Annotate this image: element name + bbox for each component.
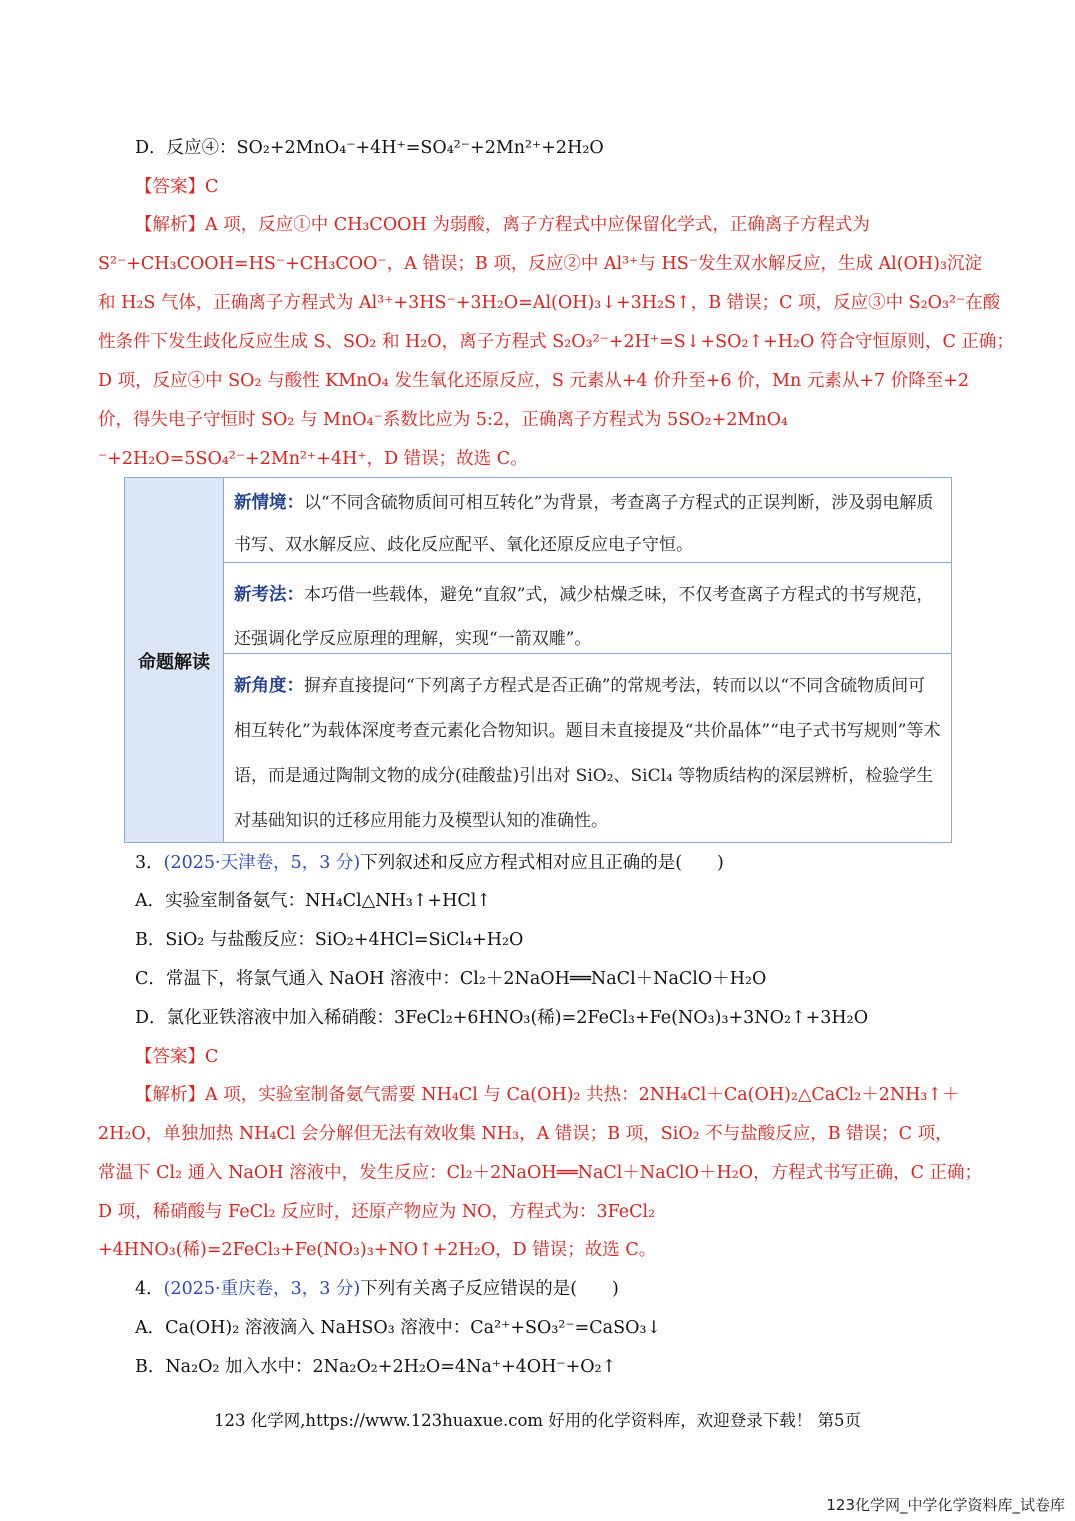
q2-analysis-line: 和 H₂S 气体，正确离子方程式为 Al³⁺+3HS⁻+3H₂O=Al(OH)₃↓+3H₂S↑，B 错误；C 项，反应③中 S₂O₃²⁻在酸: [98, 293, 1001, 313]
q3-analysis-line: D 项，稀硝酸与 FeCl₂ 反应时，还原产物应为 NO，方程式为：3FeCl₂: [98, 1202, 656, 1222]
q3-source: (2025·天津卷，5，3 分): [163, 853, 361, 873]
q2-option-d: D．反应④：SO₂+2MnO₄⁻+4H⁺=SO₄²⁻+2Mn²⁺+2H₂O: [135, 138, 604, 158]
q2-analysis-line: 性条件下发生歧化反应生成 S、SO₂ 和 H₂O，离子方程式 S₂O₃²⁻+2H⁺=S↓+SO₂↑+H₂O 符合守恒原则，C 正确；: [98, 332, 1014, 352]
q3-option: C．常温下，将氯气通入 NaOH 溶液中：Cl₂＋2NaOH══NaCl＋NaClO＋H₂O: [135, 969, 767, 989]
q3-option: B．SiO₂ 与盐酸反应：SiO₂+4HCl=SiCl₄+H₂O: [135, 930, 524, 950]
interpretation-label: 命题解读: [138, 652, 210, 673]
q3-analysis-line: +4HNO₃(稀)=2FeCl₃+Fe(NO₃)₃+NO↑+2H₂O，D 错误；故选 C。: [98, 1240, 657, 1260]
q3-analysis-line: 【解析】A 项，实验室制备氨气需要 NH₄Cl 与 Ca(OH)₂ 共热：2NH₄Cl＋Ca(OH)₂△CaCl₂＋2NH₃↑＋: [135, 1085, 960, 1105]
q3-option: D．氯化亚铁溶液中加入稀硝酸：3FeCl₂+6HNO₃(稀)=2FeCl₃+Fe(NO₃)₃+3NO₂↑+3H₂O: [135, 1008, 869, 1028]
q2-answer: 【答案】C: [135, 177, 219, 197]
q4-stem-line: [135, 1277, 987, 1301]
row-text: 以“不同含硫物质间可相互转化”为背景，考查离子方程式的正误判断，涉及弱电解质书写、双水解反应、歧化反应配平、氧化还原反应电子守恒。: [234, 493, 934, 555]
q4-option: A．Ca(OH)₂ 溶液滴入 NaHSO₃ 溶液中：Ca²⁺+SO₃²⁻=CaSO₃↓: [135, 1318, 662, 1338]
interpretation-row: [224, 660, 951, 836]
q3-option: A．实验室制备氨气：NH₄Cl△NH₃↑+HCl↑: [135, 891, 491, 911]
q2-analysis-line: ⁻+2H₂O=5SO₄²⁻+2Mn²⁺+4H⁺，D 错误；故选 C。: [98, 449, 528, 469]
q3-stem: 下列叙述和反应方程式相对应且正确的是( ): [360, 853, 724, 873]
row-heading: 新情境：: [234, 493, 304, 513]
q2-analysis-line: 价，得失电子守恒时 SO₂ 与 MnO₄⁻系数比应为 5:2，正确离子方程式为 5SO₂+2MnO₄: [98, 410, 788, 430]
row-heading: 新考法：: [234, 585, 304, 605]
q4-option: B．Na₂O₂ 加入水中：2Na₂O₂+2H₂O=4Na⁺+4OH⁻+O₂↑: [135, 1357, 617, 1377]
q4-stem: 下列有关离子反应错误的是( ): [360, 1279, 619, 1299]
q3-analysis-line: 2H₂O，单独加热 NH₄Cl 会分解但无法有效收集 NH₃，A 错误；B 项，SiO₂ 不与盐酸反应，B 错误；C 项，: [98, 1124, 953, 1144]
q3-answer: 【答案】C: [135, 1047, 219, 1067]
interpretation-label-cell: [125, 478, 224, 842]
q4-number: 4．: [135, 1279, 164, 1299]
row-text: 摒弃直接提问“下列离子方程式是否正确”的常规考法，转而以以“不同含硫物质间可相互转化”为载体深度考查元素化合物知识。题目未直接提及“共价晶体”“电子式书写规则”等术语，而是通过陶制文物的成分(硅酸盐)引出对 SiO₂、SiCl₄ 等物质结构的深层辨析，检验学生对基础知识的迁移应用能力及模型认知的准确性。: [234, 676, 941, 831]
page-footer: 123 化学网,https://www.123huaxue.com 好用的化学资料库，欢迎登录下载！ 第5页: [213, 1411, 862, 1430]
q3-analysis-line: 常温下 Cl₂ 通入 NaOH 溶液中，发生反应：Cl₂＋2NaOH══NaCl＋NaClO＋H₂O，方程式书写正确，C 正确；: [98, 1163, 983, 1183]
interpretation-row: [224, 569, 951, 654]
row-text: 本巧借一些载体，避免“直叙”式，减少枯燥乏味，不仅考查离子方程式的书写规范，还强调化学反应原理的理解，实现“一箭双雕”。: [234, 585, 934, 649]
watermark: 123化学网_中学化学资料库_试卷库: [826, 1496, 1065, 1514]
q2-analysis-line: S²⁻+CH₃COOH=HS⁻+CH₃COO⁻，A 错误；B 项，反应②中 Al³⁺与 HS⁻发生双水解反应，生成 Al(OH)₃沉淀: [98, 254, 983, 274]
q2-analysis-line: 【解析】A 项，反应①中 CH₃COOH 为弱酸，离子方程式中应保留化学式，正确离子方程式为: [135, 215, 870, 235]
interpretation-box: [124, 477, 952, 843]
q3-number: 3．: [135, 853, 164, 873]
interpretation-row: [224, 478, 951, 563]
row-heading: 新角度：: [234, 676, 304, 696]
q3-stem-line: [135, 851, 987, 875]
q2-analysis-line: D 项，反应④中 SO₂ 与酸性 KMnO₄ 发生氧化还原反应，S 元素从+4 价升至+6 价，Mn 元素从+7 价降至+2: [98, 371, 969, 391]
q4-source: (2025·重庆卷，3，3 分): [163, 1279, 361, 1299]
